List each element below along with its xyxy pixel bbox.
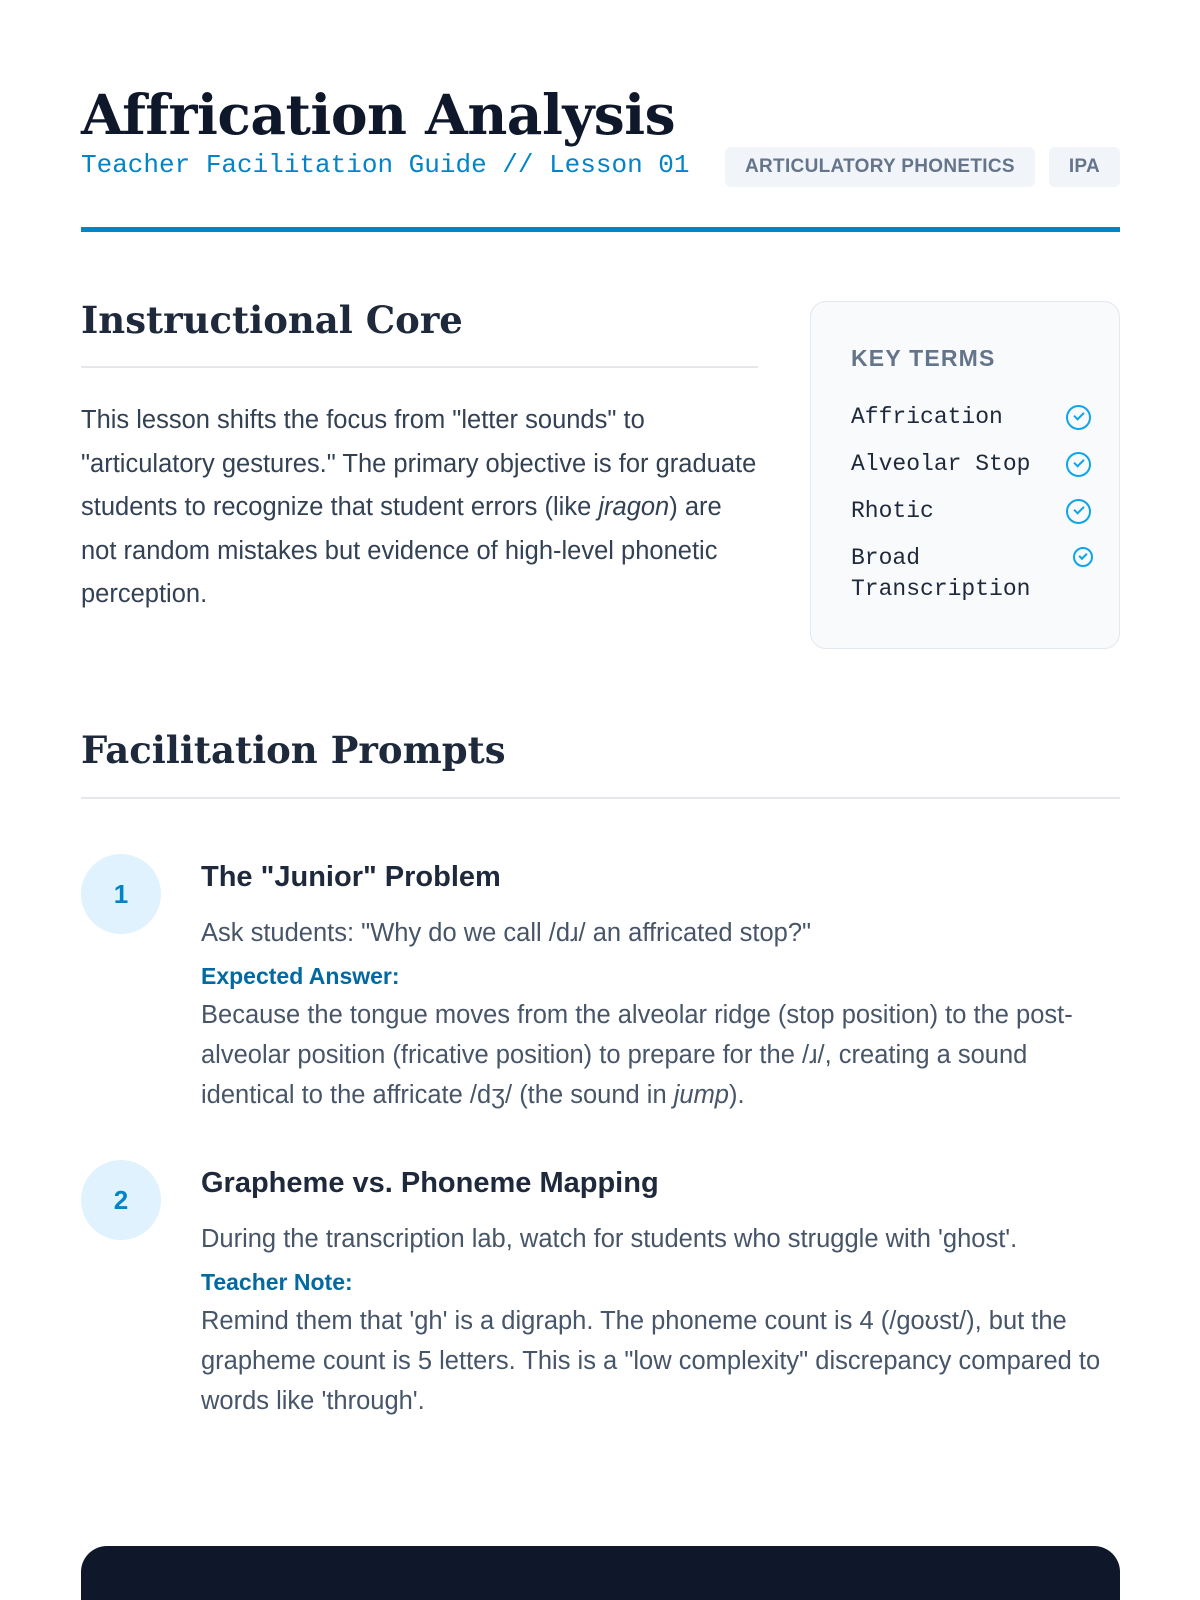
prompt-note-label: Teacher Note: (201, 1269, 353, 1295)
section-title-facilitation-prompts: Facilitation Prompts (81, 728, 506, 772)
page-subtitle: Teacher Facilitation Guide // Lesson 01 (81, 150, 690, 180)
footer-panel (81, 1546, 1120, 1600)
instructional-core-text: This lesson shifts the focus from "letter sounds" to "articulatory gestures." The primary objective is for graduate students to recognize that student errors (like jragon) are not random mistakes but evidence of high-level phonetic perception. (81, 406, 757, 608)
key-term-item: Affrication (851, 402, 1091, 433)
tag-ipa: IPA (1049, 147, 1120, 187)
prompt-title: Grapheme vs. Phoneme Mapping (201, 1167, 659, 1199)
prompt-question: During the transcription lab, watch for students who struggle with 'ghost'. (201, 1225, 1018, 1253)
tag-articulatory-phonetics: ARTICULATORY PHONETICS (725, 147, 1035, 187)
section-title-instructional-core: Instructional Core (81, 298, 463, 342)
check-circle-icon (1066, 499, 1091, 524)
prompt-question: Ask students: "Why do we call /dɹ/ an affricated stop?" (201, 919, 812, 947)
key-term-item: Rhotic (851, 496, 1091, 527)
prompt-number-badge: 2 (81, 1160, 161, 1240)
prompt-number-badge: 1 (81, 854, 161, 934)
key-term-item: Alveolar Stop (851, 449, 1091, 480)
prompt-item (201, 859, 1120, 1115)
lesson-guide-page (81, 0, 1120, 1600)
prompt-answer-label: Expected Answer: (201, 963, 400, 989)
prompt-note-text: Remind them that 'gh' is a digraph. The phoneme count is 4 (/goʊst/), but the grapheme count is 5 letters. This is a "low complexity" discrepancy compared to words like 'through'. (201, 1307, 1101, 1415)
prompt-answer-text: Because the tongue moves from the alveolar ridge (stop position) to the post-alveolar position (fricative position) to prepare for the /ɹ/, creating a sound identical to the affricate /dʒ/ (the sound in jump). (201, 1001, 1073, 1109)
section-divider (81, 366, 758, 368)
check-circle-icon (1066, 405, 1091, 430)
key-term-item: Broad Transcription (851, 543, 1036, 605)
check-circle-icon (1073, 547, 1093, 567)
prompt-item (201, 1165, 1120, 1421)
key-terms-heading: KEY TERMS (851, 345, 996, 371)
page-title: Affrication Analysis (81, 82, 676, 147)
prompt-title: The "Junior" Problem (201, 861, 501, 893)
tag-list (725, 147, 1120, 187)
check-circle-icon (1066, 452, 1091, 477)
section-divider (81, 797, 1120, 799)
header-divider (81, 227, 1120, 232)
key-terms-card (810, 301, 1120, 649)
